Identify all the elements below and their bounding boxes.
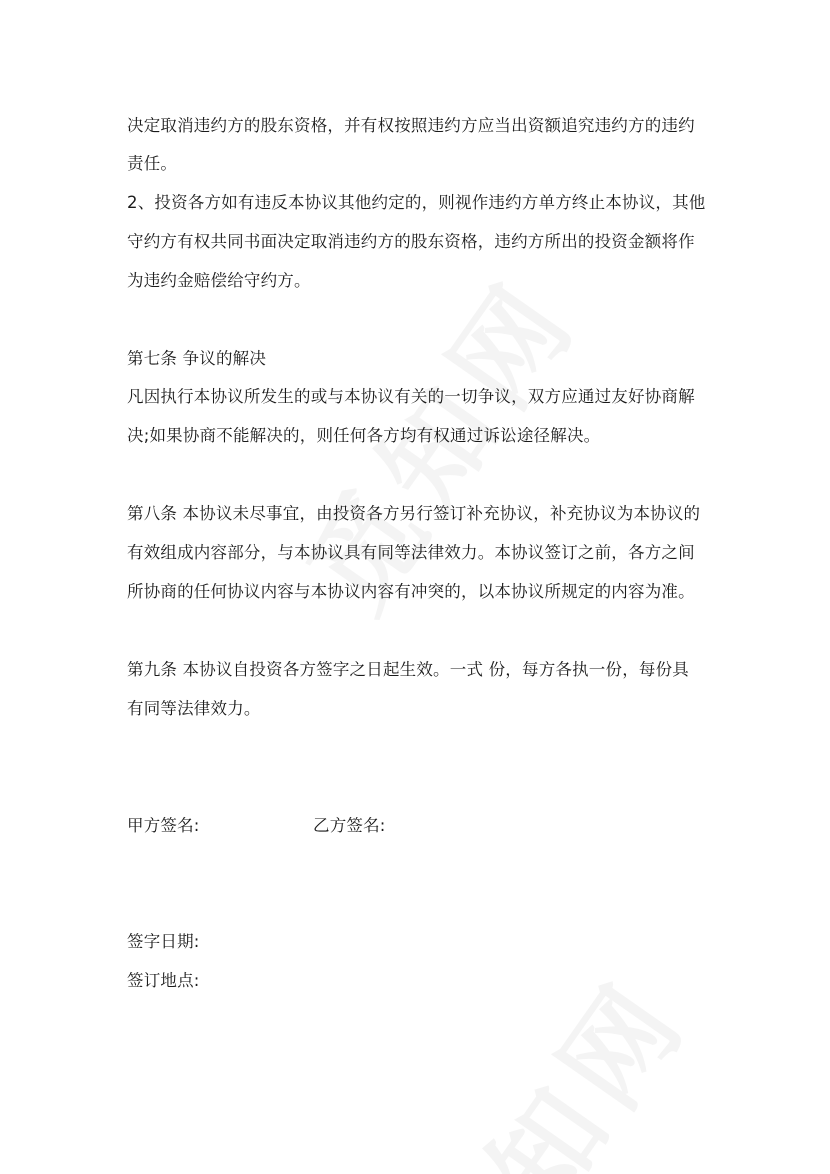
paragraph-line: 有效组成内容部分，与本协议具有同等法律效力。本协议签订之前，各方之间 [127,543,695,562]
paragraph-line: 第八条 本协议未尽事宜，由投资各方另行签订补充协议，补充协议为本协议的 [127,504,701,523]
paragraph-line: 第九条 本协议自投资各方签字之日起生效。一式 份，每方各执一份，每份具 [127,660,689,679]
party-b-signature-label: 乙方签名: [313,816,386,835]
party-a-signature-label: 甲方签名: [127,816,200,835]
paragraph-line: 2、投资各方如有违反本协议其他约定的，则视作违约方单方终止本协议，其他 [127,193,706,212]
signing-place-label: 签订地点: [127,971,200,990]
paragraph-line: 为违约金赔偿给守约方。 [127,271,311,290]
paragraph-line: 责任。 [127,154,178,173]
paragraph-line: 所协商的任何协议内容与本协议内容有冲突的，以本协议所规定的内容为准。 [127,582,695,601]
paragraph-line: 有同等法律效力。 [127,699,261,718]
paragraph-line: 决;如果协商不能解决的，则任何各方均有权通过诉讼途径解决。 [127,426,601,445]
section-heading: 第七条 争议的解决 [127,349,267,368]
paragraph-line: 凡因执行本协议所发生的或与本协议有关的一切争议，双方应通过友好协商解 [127,387,695,406]
paragraph-line: 决定取消违约方的股东资格，并有权按照违约方应当出资额追究违约方的违约 [127,116,695,135]
signing-date-label: 签字日期: [127,932,200,951]
watermark [375,941,718,1174]
paragraph-line: 守约方有权共同书面决定取消违约方的股东资格，违约方所出的投资金额将作 [127,232,695,251]
